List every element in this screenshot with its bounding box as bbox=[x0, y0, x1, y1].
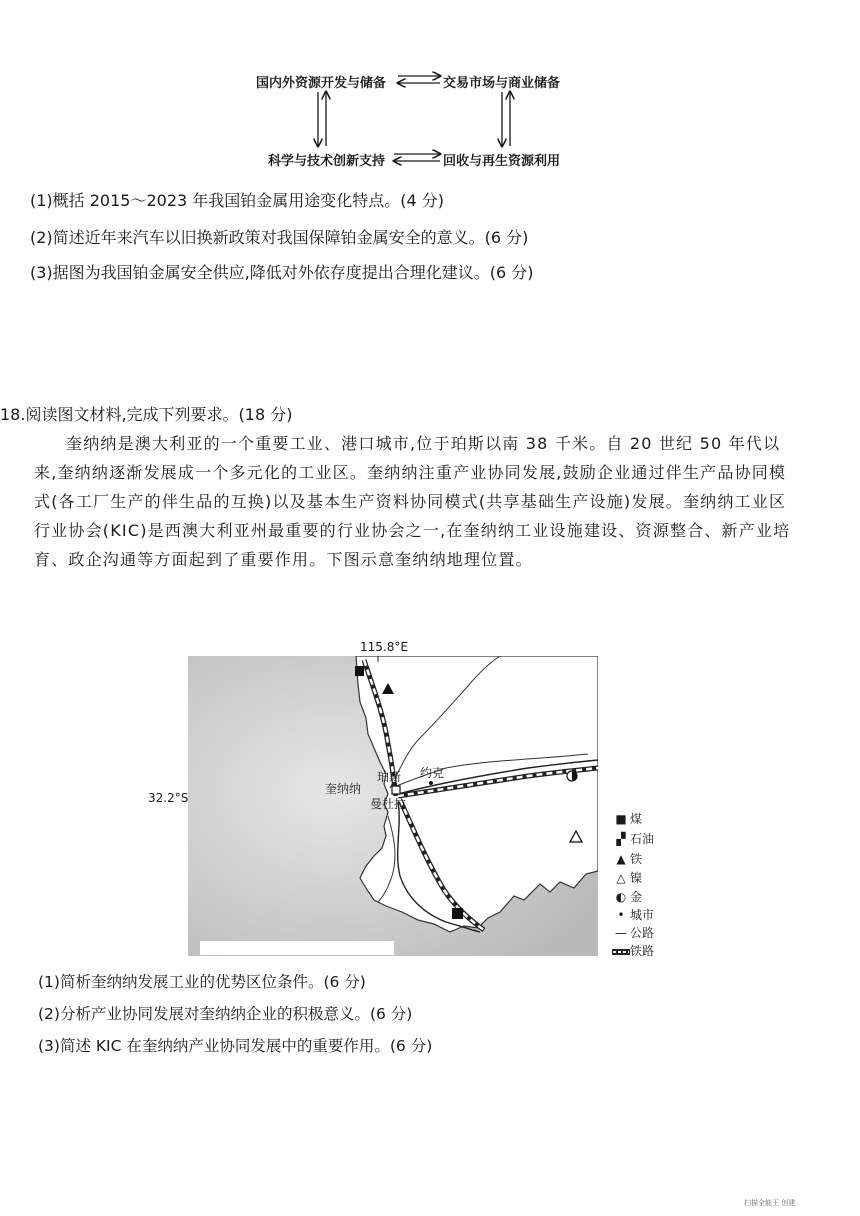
flow-node-recycling: 回收与再生资源利用 bbox=[443, 154, 561, 169]
q18-item-1: (1)简析奎纳纳发展工业的优势区位条件。(6 分) bbox=[38, 973, 366, 991]
legend-oil bbox=[612, 830, 654, 846]
city-perth-marker bbox=[392, 786, 400, 794]
legend-gold bbox=[612, 888, 642, 904]
legend-coal-label: 煤 bbox=[630, 812, 643, 826]
map-city-rockingham: 曼杜拉 bbox=[370, 797, 407, 811]
legend-railway bbox=[612, 942, 654, 958]
legend-oil-label: 石油 bbox=[630, 832, 655, 846]
railway-line-icon bbox=[612, 944, 630, 958]
footer-watermark: 扫描全能王 创建 bbox=[744, 1199, 796, 1207]
q17-item-2: (2)简述近年来汽车以旧换新政策对我国保障铂金属安全的意义。(6 分) bbox=[30, 228, 529, 247]
nickel-triangle-icon: △ bbox=[616, 871, 626, 885]
legend-road bbox=[612, 924, 654, 940]
city-dot-icon: • bbox=[617, 908, 625, 922]
legend-nickel-label: 镍 bbox=[630, 871, 643, 885]
flow-node-market-reserve: 交易市场与商业储备 bbox=[443, 76, 561, 91]
q18-material bbox=[34, 429, 794, 574]
q18-item-2: (2)分析产业协同发展对奎纳纳企业的积极意义。(6 分) bbox=[38, 1005, 413, 1023]
legend-iron bbox=[612, 850, 642, 866]
iron-triangle-icon: ▲ bbox=[616, 852, 626, 866]
legend-railway-label: 铁路 bbox=[630, 944, 655, 958]
legend-coal bbox=[612, 810, 642, 826]
map-city-york: 约克 bbox=[420, 766, 445, 780]
legend-road-label: 公路 bbox=[630, 926, 655, 940]
blank-strip bbox=[200, 941, 394, 955]
map-latitude-label: 32.2°S bbox=[148, 791, 189, 805]
gold-circle-icon: ◐ bbox=[615, 890, 627, 904]
oil-icon: ▞ bbox=[616, 832, 626, 846]
legend-city bbox=[612, 906, 654, 922]
road-line-icon: — bbox=[615, 926, 627, 940]
flow-node-resource-development: 国内外资源开发与储备 bbox=[256, 76, 387, 91]
gold-circle-icon bbox=[567, 771, 577, 781]
legend-nickel bbox=[612, 869, 642, 885]
q17-item-3: (3)据图为我国铂金属安全供应,降低对外依存度提出合理化建议。(6 分) bbox=[30, 263, 534, 282]
legend-city-label: 城市 bbox=[630, 908, 655, 922]
map-longitude-label: 115.8°E bbox=[360, 640, 408, 654]
q18-paragraph: 奎纳纳是澳大利亚的一个重要工业、港口城市,位于珀斯以南 38 千米。自 20 世纪 50 年代以来,奎纳纳逐渐发展成一个多元化的工业区。奎纳纳注重产业协同发展,鼓励企业通过伴生产品协同模式(各工厂生产的伴生品的互换)以及基本生产资料协同模式(共享基础生产设施)发展。奎纳纳工业区行业协会(KIC)是西澳大利亚州最重要的行业协会之一,在奎纳纳工业设施建设、资源整合、新产业培育、政企沟通等方面起到了重要作用。下图示意奎纳纳地理位置。 bbox=[34, 434, 791, 569]
coal-square-icon bbox=[452, 908, 463, 919]
q18-item-3: (3)简述 KIC 在奎纳纳产业协同发展中的重要作用。(6 分) bbox=[38, 1037, 433, 1055]
oil-icon bbox=[355, 666, 364, 676]
legend-gold-label: 金 bbox=[630, 890, 643, 904]
flow-node-tech-innovation: 科学与技术创新支持 bbox=[268, 154, 386, 169]
city-york-dot bbox=[429, 781, 433, 785]
coal-square-icon: ■ bbox=[615, 812, 627, 826]
q17-item-1: (1)概括 2015～2023 年我国铂金属用途变化特点。(4 分) bbox=[30, 191, 445, 210]
map-city-perth: 珀斯 bbox=[377, 770, 402, 784]
map-city-kwinana: 奎纳纳 bbox=[325, 782, 362, 796]
q18-heading: 18.阅读图文材料,完成下列要求。(18 分) bbox=[0, 405, 293, 424]
flow-arrows bbox=[0, 0, 860, 180]
legend-iron-label: 铁 bbox=[630, 852, 643, 866]
